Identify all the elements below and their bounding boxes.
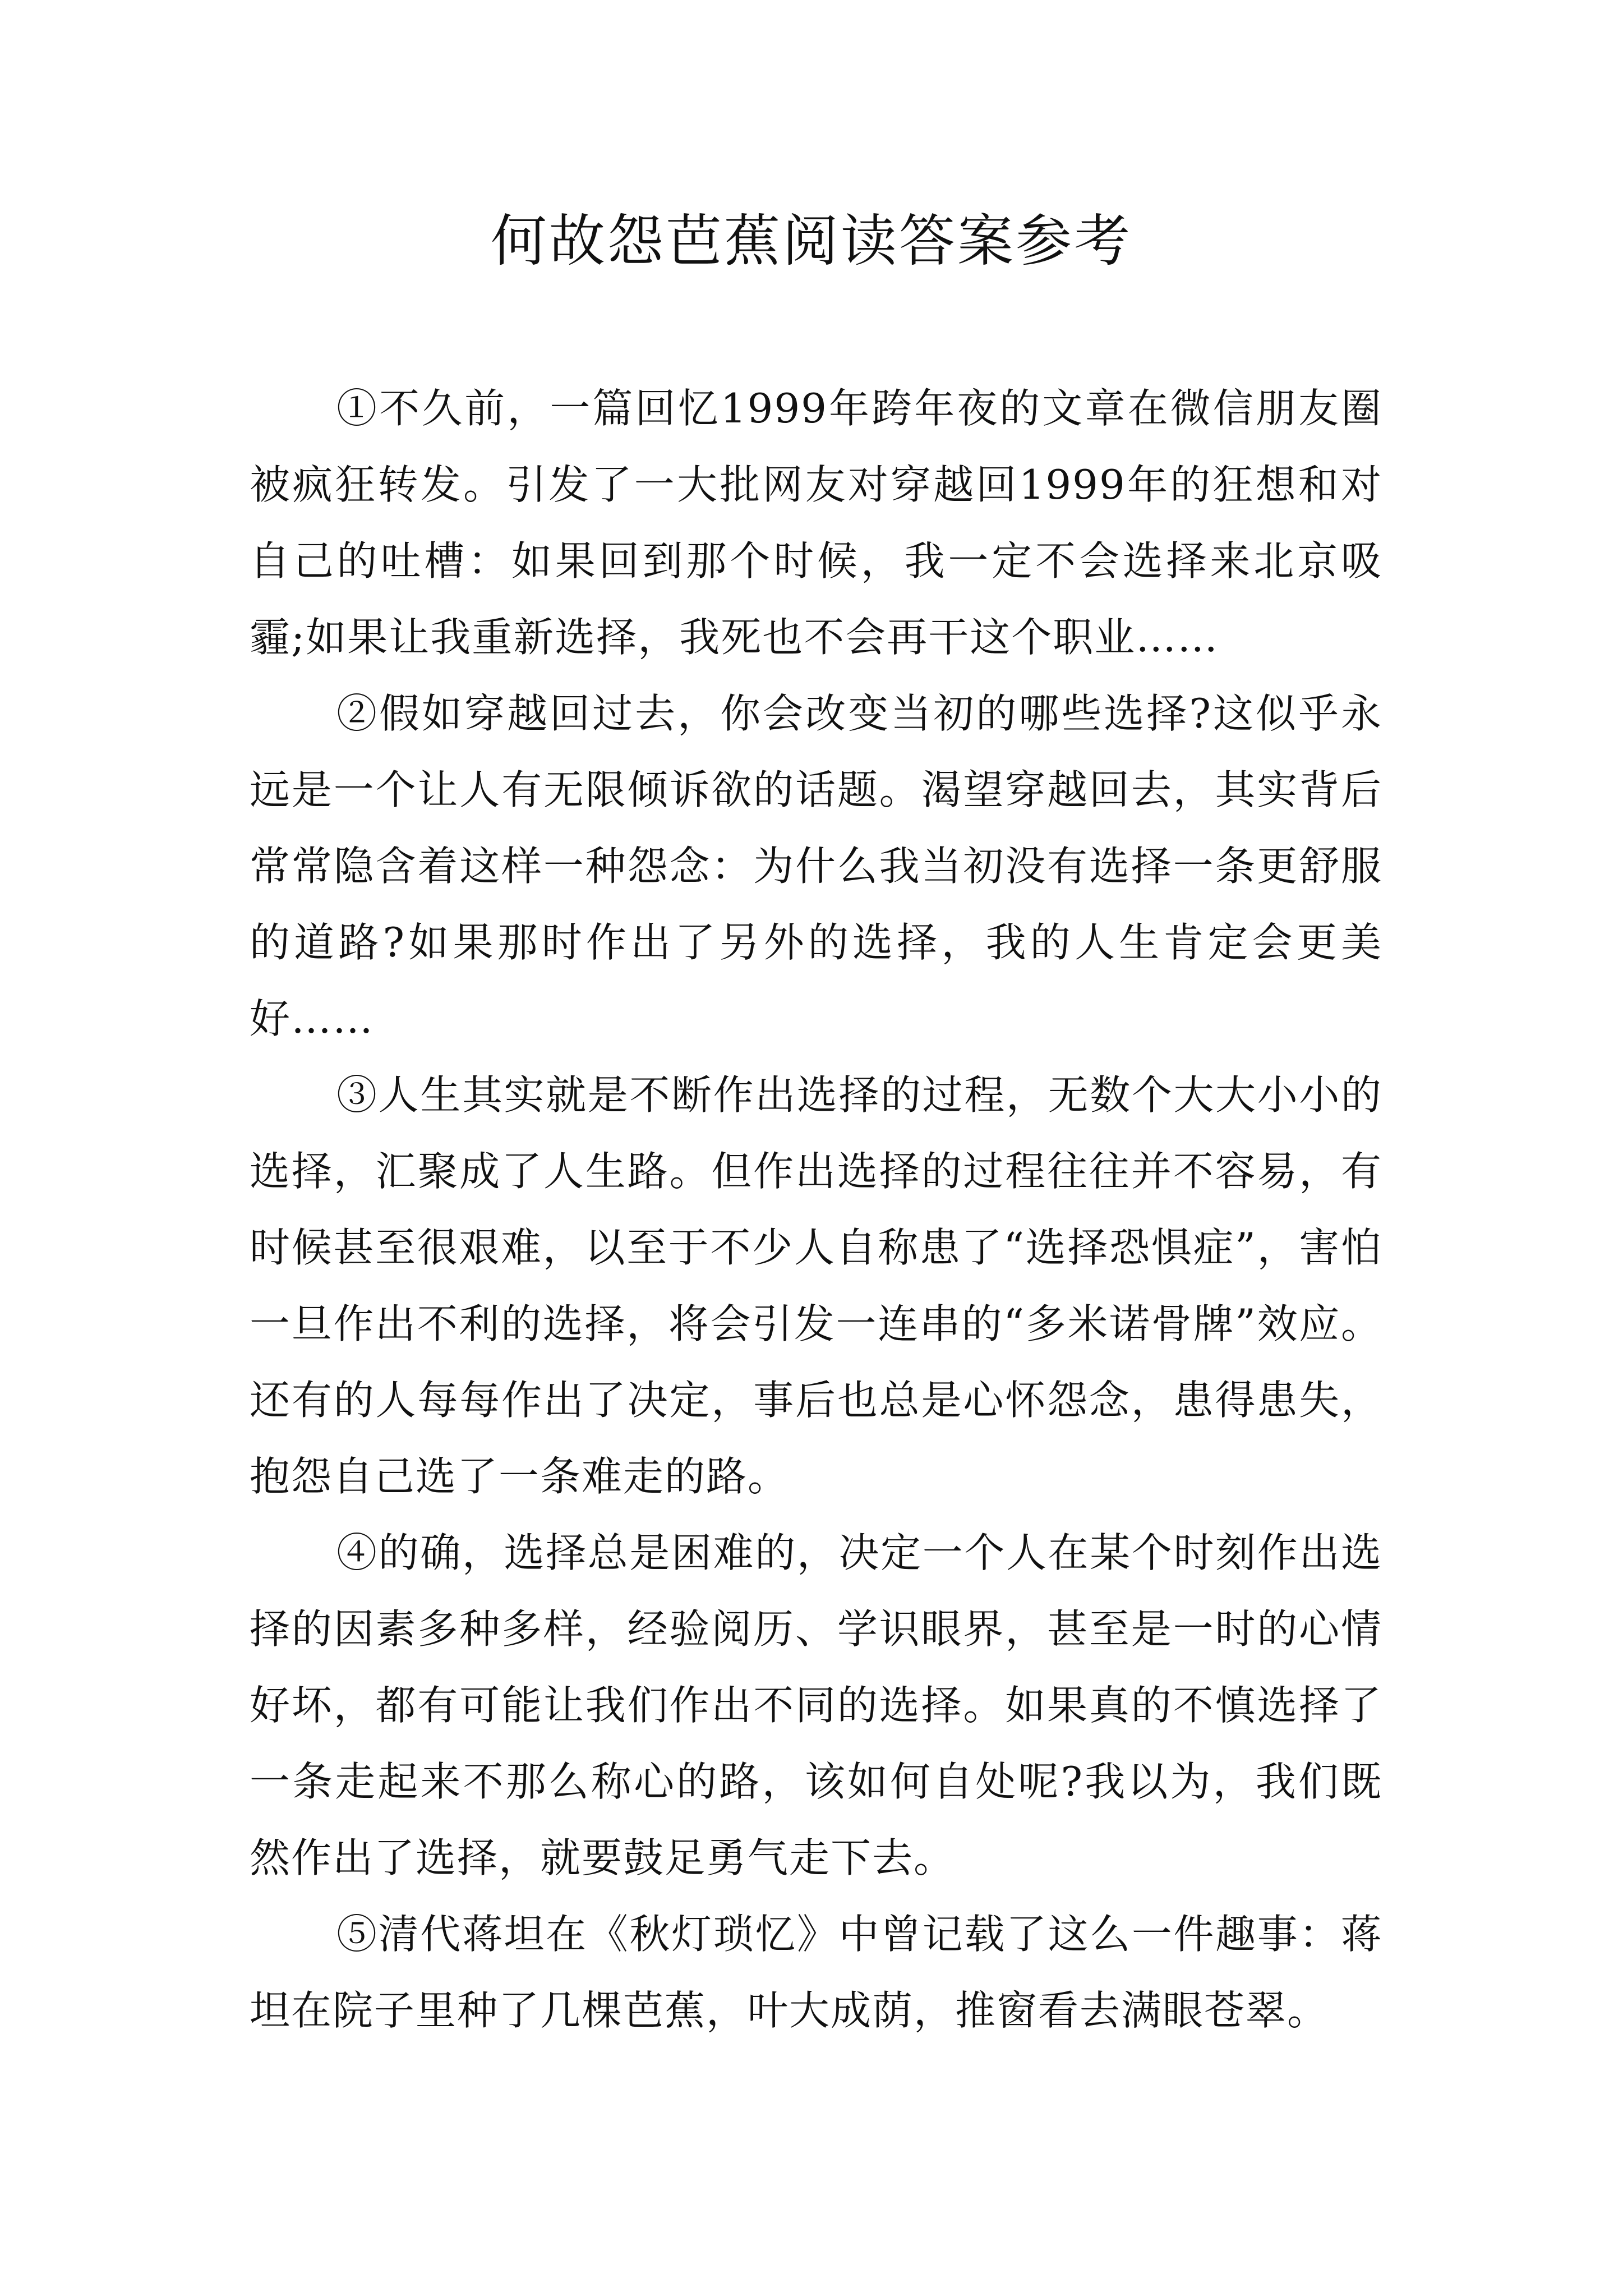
paragraph-2: ②假如穿越回过去，你会改变当初的哪些选择?这似乎永远是一个让人有无限倾诉欲的话题。渴望穿越回去，其实背后常常隐含着这样一种怨念：为什么我当初没有选择一条更舒服的道路?如果那时作出了另外的选择，我的人生肯定会更美好…… [250,690,1382,1042]
paragraph-4: ④的确，选择总是困难的，决定一个人在某个时刻作出选择的因素多种多样，经验阅历、学识眼界，甚至是一时的心情好坏，都有可能让我们作出不同的选择。如果真的不慎选择了一条走起来不那么称心的路，该如何自处呢?我以为，我们既然作出了选择，就要鼓足勇气走下去。 [250,1529,1382,1881]
article-body [250,370,1382,2049]
paragraph-1: ①不久前，一篇回忆1999年跨年夜的文章在微信朋友圈被疯狂转发。引发了一大批网友对穿越回1999年的狂想和对自己的吐槽：如果回到那个时候，我一定不会选择来北京吸霾;如果让我重新选择，我死也不会再干这个职业…… [250,385,1382,661]
paragraph-3: ③人生其实就是不断作出选择的过程，无数个大大小小的选择，汇聚成了人生路。但作出选择的过程往往并不容易，有时候甚至很艰难，以至于不少人自称患了“选择恐惧症”，害怕一旦作出不利的选择，将会引发一连串的“多米诺骨牌”效应。还有的人每每作出了决定，事后也总是心怀怨念，患得患失，抱怨自己选了一条难走的路。 [250,1071,1382,1500]
document-title: 何故怨芭蕉阅读答案参考 [491,208,1132,274]
paragraph-5: ⑤清代蒋坦在《秋灯琐忆》中曾记载了这么一件趣事：蒋坦在院子里种了几棵芭蕉，叶大成荫，推窗看去满眼苍翠。 [250,1911,1382,2034]
